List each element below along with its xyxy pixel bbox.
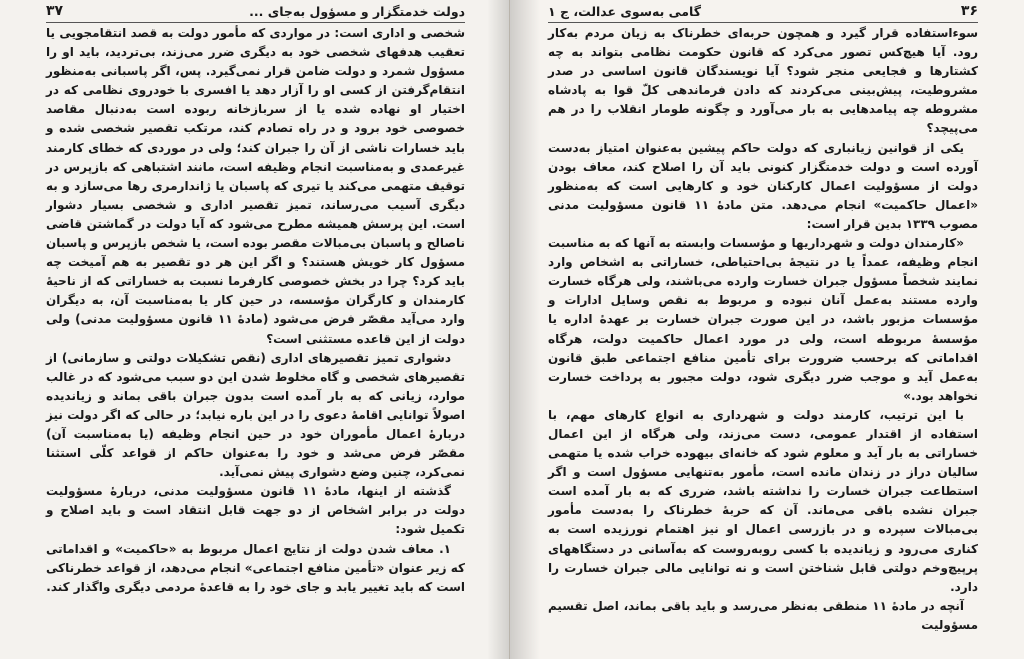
right-paragraph-2: یکی از قوانین زیانباری که دولت حاکم پیشین به‌عنوان امتیاز به‌دست آورده است و دولت خدمتگزار کنونی باید آن را اصلاح کند، معاف بودن دولت از مسؤولیت اعمال کارکنان خود و کارهایی است که به‌منظور «اعمال حاکمیت» انجام می‌دهد. متن مادهٔ ۱۱ قانون مسؤولیت مدنی مصوب ۱۳۳۹ بدین قرار است: xyxy=(548,140,978,231)
right-running-head: گامی به‌سوی عدالت، ج ۱ xyxy=(548,3,701,19)
left-running-head: دولت خدمتگزار و مسؤول به‌جای ... xyxy=(249,3,465,19)
right-page-header xyxy=(548,0,978,23)
left-paragraph-3: گذشته از اینها، مادهٔ ۱۱ قانون مسؤولیت مدنی، دربارهٔ مسؤولیت دولت در برابر اشخاص از دو جهت قابل انتقاد است و باید اصلاح و تکمیل شود: xyxy=(46,484,465,537)
left-paragraph-1: شخصی و اداری است: در مواردی که مأمور دولت به قصد انتقامجویی یا تعقیب هدفهای شخصی خود به دیگری ضرر می‌زند، بی‌تردید، باید او را مسؤول شمرد و دولت ضامن قرار نمی‌گیرد. پس، اگر پاسبانی به‌منظور انتقام‌گرفتن از کسی او را آزار دهد یا افسری با خودروی نظامی که در اختیار او نهاده شده یا از سربازخانه ربوده است به‌دنبال مقاصد خصوصی خود برود و در راه تصادم کند، مرتکب تقصیر شخصی شده و باید خسارات ناشی از آن را جبران کند؛ ولی در موردی که خطای کارمند غیرعمدی و به‌مناسبت انجام وظیفه است، مانند اشتباهی که بازپرس در توقیف متهمی می‌کند یا تیری که پاسبان یا ژاندارمری رها می‌سازد و به دیگری آسیب می‌رساند، تمیز تقصیر اداری و شخصی بسیار دشوار است. این پرسش همیشه مطرح می‌شود که آیا دولت در گماشتن قاضی ناصالح و پاسبان بی‌مبالات مقصر بوده است، یا شخص بازپرس و پاسبان مسؤول کار خویش هستند؟ و اگر این هر دو تقصیر به هم آمیخت چه باید کرد؟ چرا در بخش خصوصی کارفرما نسبت به خساراتی که از ناحیهٔ کارمندان و کارگران مؤسسه، در حین کار یا به‌مناسبت آن، به دیگران وارد می‌آید مقصّر فرض می‌شود (مادهٔ ۱۱ قانون مسؤولیت مدنی) ولی دولت از این قاعده مستثنی است؟ xyxy=(46,26,465,346)
left-page-body xyxy=(46,24,465,659)
left-page xyxy=(0,0,510,659)
right-paragraph-4: با این ترتیب، کارمند دولت و شهرداری به انواع کارهای مهم، با استفاده از اقتدار عمومی، دست می‌زند، ولی هرگاه از این اعمال خساراتی به بار آید و معلوم شود که خانه‌ای بیهوده خراب شده یا متهمی سالیان دراز در زندان مانده است، مأمور به‌تنهایی مسؤول است و اگر استطاعت جبران خسارت را نداشته باشد، ضرری که به بار آمده است جبران نشده باقی می‌ماند. آن که حربهٔ خطرناک را به‌دست مأمور بی‌مبالات سپرده و در بازرسی اعمال او نیز اهتمام نورزیده است به کناری می‌رود و زیاندیده با کسی روبه‌روست که به‌آسانی در دستگاههای پرپیچ‌وخم دولتی قابل شناختن است و نه توانایی مالی جبران خسارت را دارد. xyxy=(548,407,978,594)
right-paragraph-3: «کارمندان دولت و شهرداریها و مؤسسات وابسته به آنها که به مناسبت انجام وظیفه، عمداً یا در نتیجهٔ بی‌احتیاطی، خساراتی به اشخاص وارد نمایند شخصاً مسؤول جبران خسارت وارده می‌باشند، ولی هرگاه خسارت وارده مستند به‌عمل آنان نبوده و مربوط به نقص وسایل ادارات و مؤسسات مزبور باشد، در این صورت جبران خسارت بر عهدهٔ اداره یا مؤسسهٔ مربوطه است، ولی در مورد اعمال حاکمیت دولت، هرگاه اقداماتی که برحسب ضرورت برای تأمین منافع اجتماعی طبق قانون به‌عمل آید و موجب ضرر دیگری شود، دولت مجبور به پرداخت خسارت نخواهد بود.» xyxy=(548,236,978,403)
right-page-number: ۳۶ xyxy=(960,3,978,19)
left-page-number: ۳۷ xyxy=(46,3,64,19)
right-paragraph-5: آنچه در مادهٔ ۱۱ منطقی به‌نظر می‌رسد و باید باقی بماند، اصل تقسیم مسؤولیت xyxy=(548,598,978,632)
right-page xyxy=(510,0,1024,659)
right-paragraph-1: سوءاستفاده قرار گیرد و همچون حربه‌ای خطرناک به زیان مردم به‌کار رود. آیا هیچ‌کس تصور می‌کرد که قانون حکومت نظامی بتواند به چه کشتارها و فجایعی منجر شود؟ آیا نویسندگان قانون اساسی در صدر مشروطیت، پیش‌بینی می‌کردند که دادن فرماندهی کلّ قوا به پادشاه مشروطه چه پیامدهایی به بار می‌آورد و چگونه طومار انقلاب را در هم می‌پیچد؟ xyxy=(548,26,978,136)
right-page-body xyxy=(548,24,978,659)
left-page-header xyxy=(46,0,465,23)
left-paragraph-2: دشواری تمیز تقصیرهای اداری (نقص تشکیلات دولتی و سازمانی) از تقصیرهای شخصی و گاه مخلوط شدن این دو سبب می‌شود که در غالب موارد، زیانی که به بار آمده است بدون جبران باقی بماند و زیاندیده اصولاً توانایی اقامهٔ دعوی را در این باره نیابد؛ در حالی که اگر دولت نیز دربارهٔ اعمال مأموران خود در حین انجام وظیفه (یا به‌مناسبت آن) مقصّر فرض می‌شد و خود را به‌عنوان حاکم از قواعد کلّی استثنا نمی‌کرد، چنین وضع دشواری پیش نمی‌آید. xyxy=(46,350,465,480)
left-paragraph-4: ۱. معاف شدن دولت از نتایج اعمال مربوط به «حاکمیت» و اقداماتی که زیر عنوان «تأمین منافع اجتماعی» انجام می‌دهد، از قواعد خطرناکی است که باید تغییر یابد و جای خود را به قاعدهٔ مردمی دیگری واگذار کند. xyxy=(46,541,465,594)
